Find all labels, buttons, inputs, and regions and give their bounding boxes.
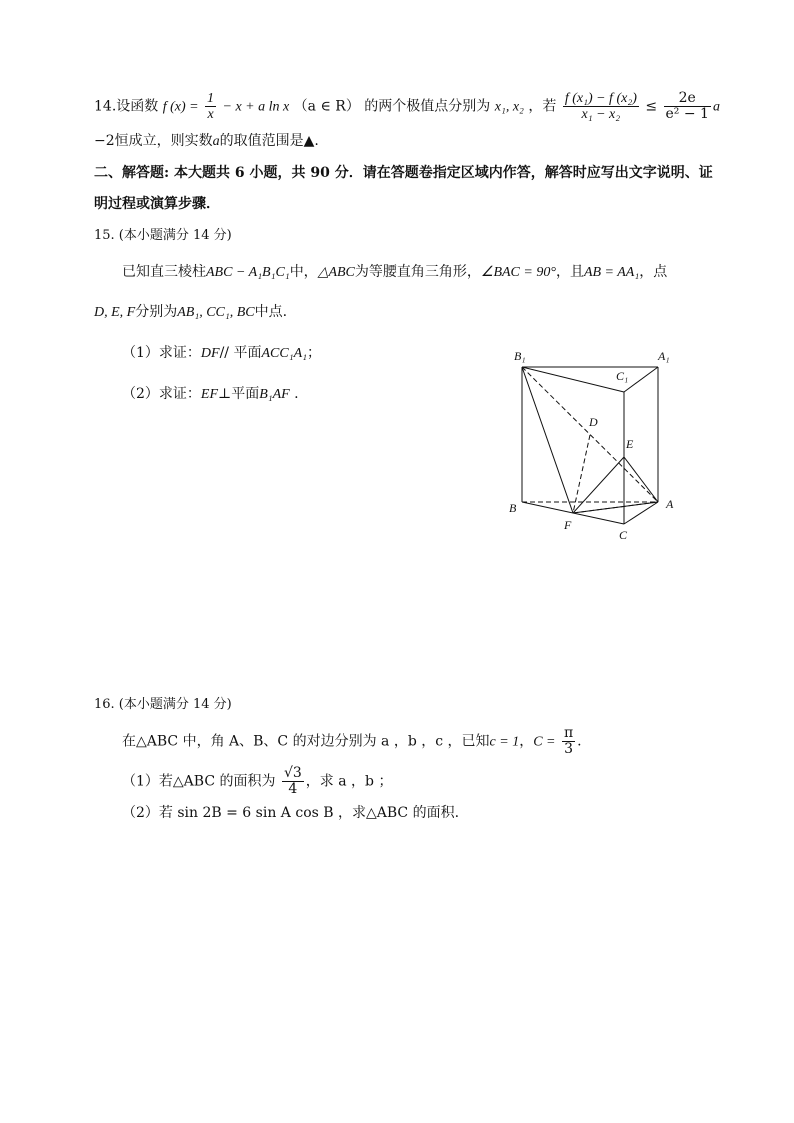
q15-stem-c: 为等腰直角三角形， — [354, 264, 481, 280]
q15-part1 — [122, 343, 321, 364]
q14-line2-math: −2 — [94, 133, 115, 149]
q16-stem — [122, 726, 582, 757]
q15-stem-g: 中点. — [254, 304, 288, 320]
q14-line2-end: 的取值范围是▲. — [219, 133, 319, 149]
label-A1: A₁ — [658, 349, 670, 363]
seg-DF-dashed — [573, 435, 590, 513]
seg-B1F — [522, 367, 573, 513]
q14-ruo: ，若 — [528, 98, 557, 115]
q14-tail-a: a — [712, 99, 720, 115]
label-D: D — [589, 415, 598, 429]
q15-pts: D, E, F — [94, 305, 136, 320]
prism-figure — [500, 340, 700, 550]
q14-frac3: $\frac{2e}{\text{e² − 1}}$ — [665, 90, 709, 122]
q15-mids: AB₁, CC₁, BC — [177, 305, 255, 320]
q14-line2-text: 恒成立，则实数 — [114, 133, 213, 149]
q14-line1 — [94, 91, 720, 122]
label-F: F — [564, 518, 572, 532]
q14-line2 — [94, 131, 319, 152]
q15-eq: AB = AA₁ — [583, 265, 640, 280]
q16-p1-a: （1）若△ABC 的面积为 — [122, 773, 276, 790]
q16-comma: ， — [519, 733, 534, 750]
seg-FA-dashed — [573, 502, 658, 513]
q14-fx: f (x) = — [162, 99, 199, 115]
section2-line2: 明过程或演算步骤． — [94, 196, 220, 212]
q15-p2-math: EF — [200, 387, 219, 402]
q16-end: . — [577, 733, 582, 750]
q16-pi-frac: $\frac{\pi}{3}$ — [563, 725, 574, 757]
q15-stem-line1 — [122, 262, 667, 283]
q14-leq: ≤ — [645, 98, 658, 115]
q16-header: 16. (本小题满分 14 分) — [94, 697, 232, 712]
seg-EA — [624, 457, 658, 502]
label-B1: B₁ — [514, 349, 526, 363]
q14-lead: 14.设函数 — [94, 98, 159, 115]
q15-tri: △ABC — [317, 265, 355, 280]
q14-frac1: $\frac{1}{x}$ — [207, 91, 215, 122]
q16-c-eq: c = 1 — [489, 734, 520, 750]
q16-part1 — [122, 766, 392, 797]
label-C: C — [619, 528, 628, 542]
q15-p1-label: （1）求证： — [122, 345, 201, 361]
q15-p2-end: . — [289, 386, 299, 402]
q16-C-eq: C = — [533, 734, 556, 750]
q14-frac2: $\frac{\text{f (x₁) − f (x₂)}}{\text{x₁ − x₂}}$ — [564, 91, 637, 122]
edge-C1A1 — [624, 367, 658, 392]
q14-points: x₁, x₂ — [494, 99, 524, 115]
q15-part2 — [122, 384, 299, 405]
q15-stem-f: 分别为 — [135, 304, 178, 320]
q16-stem-a: 在△ABC 中，角 A、B、C 的对边分别为 a ，b ，c ，已知 — [122, 733, 490, 750]
q14-expr: − x + a ln x — [222, 99, 290, 115]
edge-B1C1 — [522, 367, 624, 392]
label-C1: C₁ — [616, 369, 629, 383]
q15-stem-line2 — [94, 302, 287, 323]
q15-stem-a: 已知直三棱柱 — [122, 264, 206, 280]
q14-mid: 的两个极值点分别为 — [364, 98, 491, 115]
label-E: E — [626, 437, 634, 451]
label-A: A — [666, 497, 674, 511]
q16-p1-b: ，求 a ，b ； — [305, 773, 393, 790]
q15-p1-rest: // 平面 — [219, 345, 262, 361]
q15-p2-plane: B₁AF — [259, 387, 290, 402]
q15-p2-rest: ⊥平面 — [218, 386, 260, 402]
q15-stem-d: ，且 — [555, 264, 584, 280]
label-B: B — [509, 501, 517, 515]
q15-prism: ABC − A₁B₁C₁ — [206, 265, 290, 280]
seg-B1A-dashed — [522, 367, 658, 502]
q14-line2-a: a — [212, 134, 220, 149]
q15-stem-b: 中， — [289, 264, 318, 280]
q15-p2-label: （2）求证： — [122, 386, 201, 402]
q16-sqrt-frac: $\frac{√3}{4}$ — [283, 765, 302, 797]
q15-stem-e: ，点 — [639, 264, 668, 280]
q15-header: 15. (本小题满分 14 分) — [94, 228, 232, 243]
q15-p1-plane: ACC₁A₁ — [261, 346, 307, 361]
q15-p1-end: ； — [307, 345, 321, 361]
q14-cond: （a ∈ R） — [293, 98, 360, 115]
seg-FE — [573, 457, 624, 513]
q15-p1-math: DF — [200, 346, 220, 361]
q16-part2: （2）若 sin 2B = 6 sin A cos B ，求△ABC 的面积. — [122, 805, 460, 821]
section2-line1: 二、解答题: 本大题共 6 小题，共 90 分．请在答题卷指定区域内作答，解答时应写出文字说明、证 — [94, 165, 713, 181]
q15-angle: ∠BAC = 90° — [480, 265, 556, 280]
